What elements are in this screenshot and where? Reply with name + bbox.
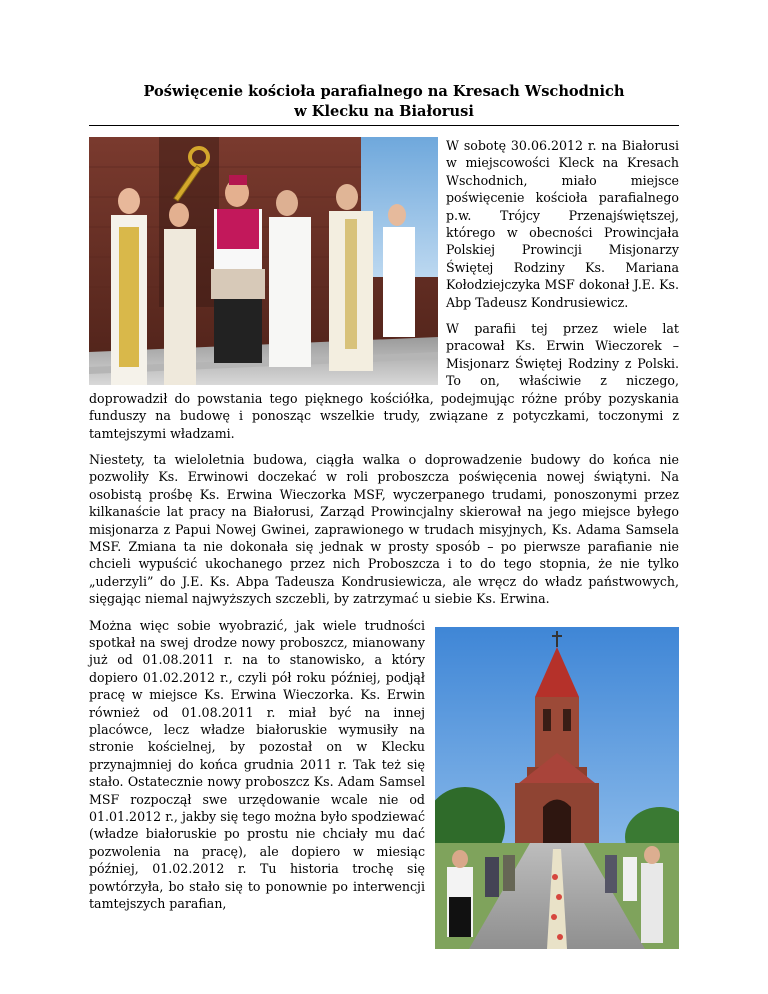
church-exterior-photo: [435, 627, 679, 949]
intro-block: [89, 137, 679, 442]
consecration-ceremony-photo: [89, 137, 438, 385]
paragraph-2: W parafii tej przez wiele lat pracował Ks. Erwin Wieczorek – Misjonarz Świętej Rodziny z Polski. To on, właściwie z niczego, doprowadził do powstania tego pięknego kościółka, podejmując różne próby pozyskania funduszy na budowę i ponosząc wszelkie trudy, związane z potyczkami, toczonymi z tamtejszymi władzami.: [89, 321, 679, 441]
paragraph-3: Niestety, ta wieloletnia budowa, ciągła walka o doprowadzenie budowy do końca nie pozwoliły Ks. Erwinowi doczekać w roli proboszcza poświęcenia nowej świątyni. Na osobistą prośbę Ks. Erwina Wieczorka MSF, wyczerpanego trudami, ponoszonymi przez kilkanaście lat pracy na Białorusi, Zarząd Prowincjalny skierował na jego miejsce byłego misjonarza z Papui Nowej Gwinei, zaprawionego w trudach misyjnych, Ks. Adama Samsela MSF. Zmiana ta nie dokonała się jednak w prosty sposób – po pierwsze parafianie nie chcieli wypuścić ukochanego przez nich Proboszcza i to do tego stopnia, że nie tylko „uderzyli” do J.E. Ks. Abpa Tadeusza Kondrusiewicza, ale wręcz do władz państwowych, sięgając niemal najwyższych szczebli, by zatrzymać u siebie Ks. Erwina.: [89, 451, 679, 607]
document-page: [89, 82, 679, 949]
paragraph-1: W sobotę 30.06.2012 r. na Białorusi w miejscowości Kleck na Kresach Wschodnich, miało miejsce poświęcenie kościoła parafialnego p.w. Trójcy Przenajświętszej, którego w obecności Prowincjała Polskiej Prowincji Misjonarzy Świętej Rodziny Ks. Mariana Kołodziejczyka MSF dokonał J.E. Ks. Abp Tadeusz Kondrusiewicz.: [446, 138, 679, 310]
church-photo-illustration: [435, 627, 679, 949]
ceremony-photo-illustration: [89, 137, 438, 385]
title-line-2: w Klecku na Białorusi: [294, 103, 474, 120]
closing-block: [89, 617, 679, 913]
paragraph-4: Można więc sobie wyobrazić, jak wiele trudności spotkał na swej drodze nowy proboszcz, mianowany już od 01.08.2011 r. na to stanowisko, a który dopiero 01.02.2012 r., czyli pół roku później, podjął pracę w miejsce Ks. Erwina Wieczorka. Ks. Erwin również od 01.08.2011 r. miał być na innej placówce, lecz władze białoruskie wymusiły na stronie kościelnej, by pozostał on w Klecku przynajmniej do końca grudnia 2011 r. Tak też się stało. Ostatecznie nowy proboszcz Ks. Adam Samsel MSF rozpoczął swe urzędowanie wcale nie od 01.01.2012 r., jakby się tego można było spodziewać (władze białoruskie po prostu nie chciały mu dać pozwolenia na pracę), ale dopiero w miesiąc później, 01.02.2012 r. Tu historia trochę się powtórzyła, bo stało się to ponownie po interwencji tamtejszych parafian,: [89, 617, 425, 912]
document-title: [89, 82, 679, 126]
title-line-1: Poświęcenie kościoła parafialnego na Kresach Wschodnich: [143, 83, 625, 100]
